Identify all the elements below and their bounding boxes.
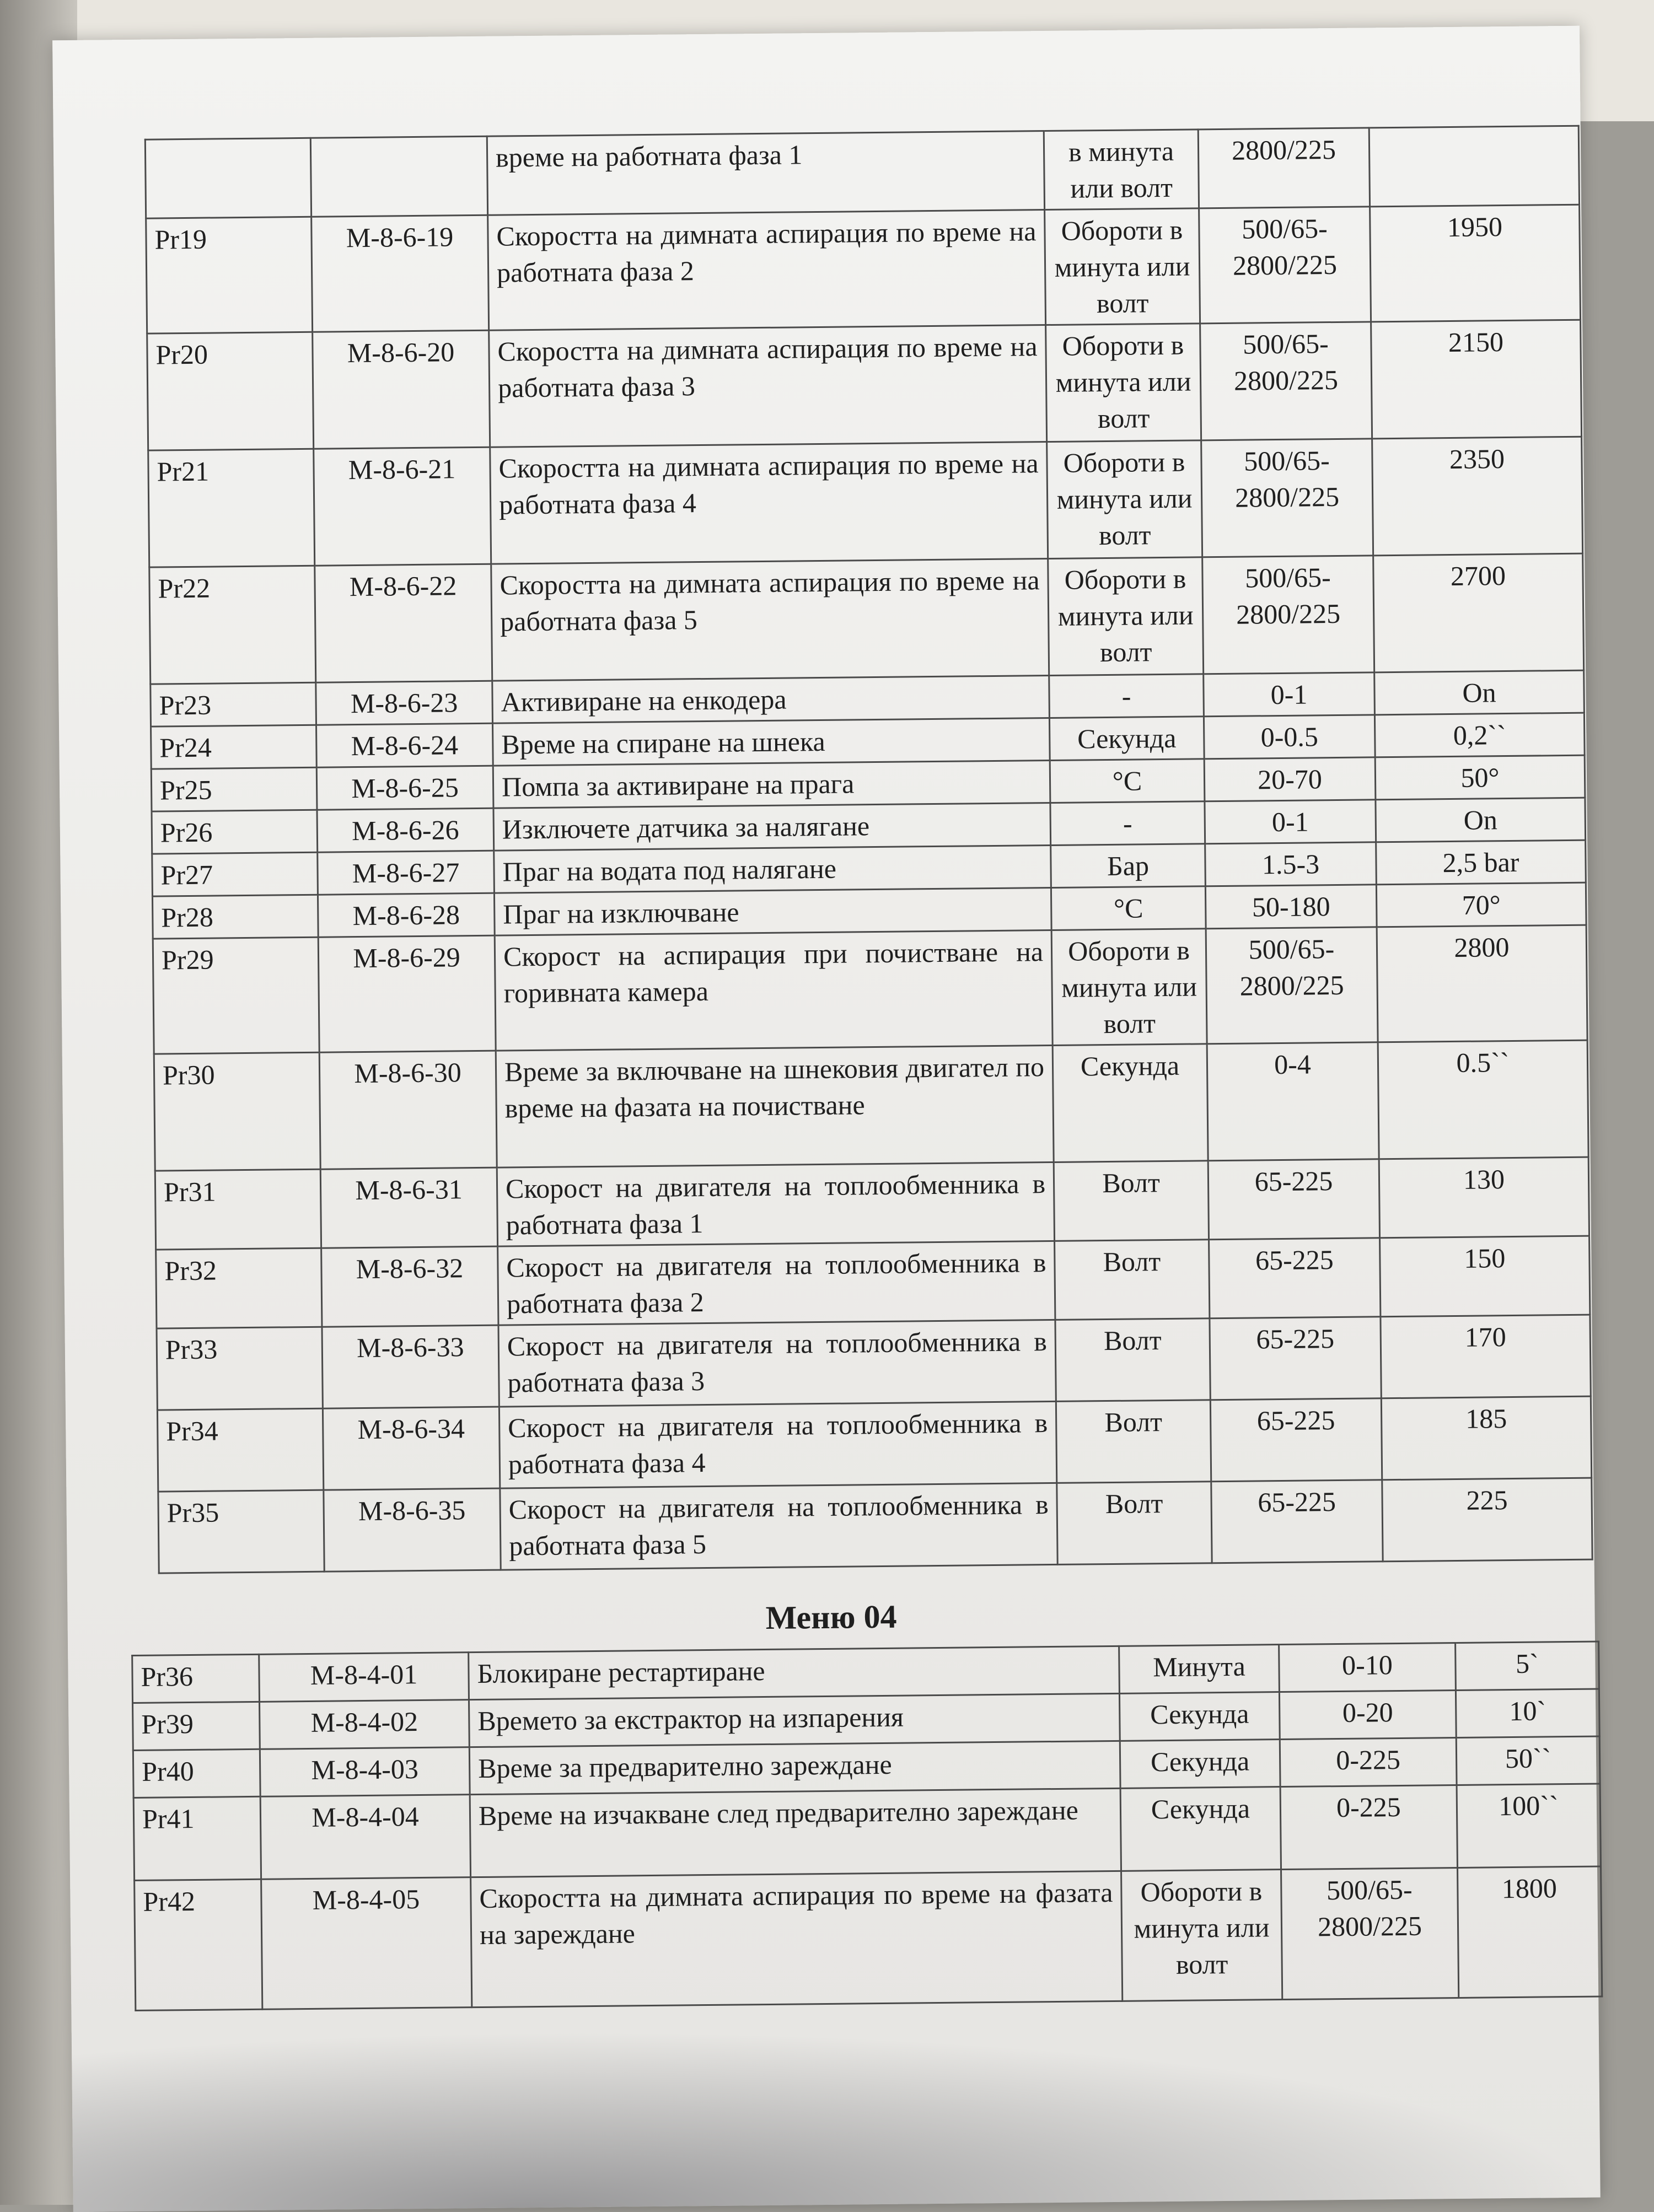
value-range: 500/65-2800/225: [1199, 207, 1371, 324]
parameter-description: Скоростта на димната аспирация по време на работната фаза 3: [489, 325, 1047, 448]
value-range: 20-70: [1204, 757, 1376, 801]
parameter-code: Pr23: [151, 682, 316, 726]
default-value: 2700: [1373, 553, 1584, 672]
menu-id: M-8-6-23: [316, 681, 493, 725]
unit: Волт: [1054, 1161, 1209, 1241]
default-value: 225: [1382, 1478, 1592, 1562]
menu-id: M-8-4-02: [260, 1700, 470, 1750]
table-row: [145, 126, 1579, 218]
menu-id: M-8-6-21: [314, 447, 491, 566]
unit: Обороти в минута или волт: [1048, 557, 1204, 676]
section-title: Меню 04: [765, 1598, 897, 1637]
unit: -: [1050, 801, 1205, 846]
default-value: 1950: [1370, 204, 1581, 322]
menu04-table-body: [132, 1641, 1602, 2011]
parameter-code: Pr21: [148, 449, 315, 567]
unit: Обороти в минута или волт: [1121, 1870, 1282, 2001]
default-value: [1369, 126, 1579, 207]
default-value: 2350: [1372, 437, 1583, 556]
parameter-description: време на работната фаза 1: [487, 131, 1044, 216]
parameter-code: Pr31: [155, 1169, 321, 1250]
value-range: 500/65-2800/225: [1201, 439, 1373, 557]
menu-id: M-8-6-28: [318, 893, 495, 937]
parameter-code: Pr33: [157, 1327, 323, 1410]
unit: Обороти в минута или волт: [1045, 208, 1200, 325]
unit: Секунда: [1119, 1692, 1280, 1741]
parameter-code: Pr27: [152, 852, 318, 896]
value-range: 2800/225: [1198, 128, 1370, 208]
default-value: 2800: [1377, 925, 1587, 1042]
value-range: 0-225: [1280, 1737, 1457, 1786]
table-row: [155, 1157, 1589, 1250]
parameter-code: Pr40: [133, 1749, 260, 1797]
parameter-code: Pr41: [133, 1796, 261, 1880]
table-row: [135, 1866, 1602, 2011]
menu-id: M-8-6-32: [321, 1246, 498, 1327]
value-range: 50-180: [1205, 885, 1377, 929]
default-value: 0,2``: [1374, 713, 1585, 757]
unit: Секунда: [1049, 717, 1204, 761]
parameter-description: Скоростта на димната аспирация по време на работната фаза 4: [490, 442, 1048, 564]
menu-id: M-8-6-29: [318, 935, 496, 1052]
parameter-code: Pr26: [152, 810, 318, 854]
default-value: 185: [1381, 1396, 1591, 1480]
default-value: On: [1376, 798, 1586, 842]
parameter-description: Скорост на двигателя на топлообменника в работната фаза 2: [498, 1241, 1055, 1325]
menu-id: M-8-6-34: [323, 1407, 500, 1490]
parameter-code: Pr29: [153, 937, 319, 1054]
parameter-table-menu-04: [131, 1640, 1603, 2011]
menu-id: M-8-6-27: [318, 851, 495, 895]
parameter-description: Скоростта на димната аспирация по време на работната фаза 5: [491, 559, 1049, 681]
unit: Минута: [1119, 1645, 1280, 1694]
unit: Секунда: [1120, 1740, 1280, 1789]
hand-shadow: [72, 2021, 1601, 2212]
parameter-code: Pr35: [158, 1490, 324, 1573]
parameter-code: Pr25: [151, 767, 317, 811]
default-value: 50°: [1375, 755, 1585, 800]
value-range: 0-4: [1207, 1042, 1379, 1161]
table-row: [133, 1784, 1601, 1881]
default-value: On: [1374, 670, 1585, 715]
default-value: 70°: [1376, 882, 1586, 927]
parameter-description: Помпа за активиране на прага: [493, 760, 1050, 808]
parameter-description: Скоростта на димната аспирация по време на работната фаза 2: [488, 210, 1046, 331]
parameter-code: Pr39: [133, 1702, 260, 1750]
value-range: 65-225: [1211, 1480, 1383, 1563]
menu-id: M-8-6-25: [316, 766, 493, 810]
default-value: 50``: [1456, 1736, 1600, 1785]
default-value: 100``: [1457, 1784, 1601, 1867]
parameter-code: Pr19: [146, 217, 313, 333]
parameter-description: Скорост на двигателя на топлообменника в работната фаза 3: [498, 1320, 1056, 1407]
unit: Бар: [1051, 844, 1206, 888]
parameter-description: Скорост на аспирация при почистване на горивната камера: [495, 930, 1052, 1051]
value-range: 500/65-2800/225: [1202, 556, 1374, 674]
value-range: 0-0.5: [1204, 715, 1375, 759]
table-row: [146, 204, 1581, 333]
menu-id: M-8-4-04: [260, 1795, 470, 1880]
parameter-description: Праг на водата под налягане: [494, 845, 1051, 893]
parameter-description: Скорост на двигателя на топлообменника в работната фаза 1: [497, 1162, 1054, 1246]
menu-id: M-8-6-22: [315, 564, 492, 682]
document-page: [52, 26, 1601, 2212]
menu-id: M-8-4-01: [259, 1653, 469, 1702]
parameter-description: Времето за екстрактор на изпарения: [469, 1693, 1120, 1747]
parameter-code: Pr42: [135, 1879, 262, 2010]
table-row: [148, 437, 1583, 567]
value-range: 65-225: [1210, 1317, 1381, 1400]
unit: Волт: [1056, 1400, 1211, 1483]
unit: Волт: [1055, 1240, 1210, 1320]
table-row: [156, 1236, 1590, 1328]
parameter-description: Време на изчакване след предварително зареждане: [470, 1788, 1121, 1877]
menu-id: M-8-6-19: [312, 215, 489, 332]
unit: Обороти в минута или волт: [1051, 929, 1207, 1046]
value-range: 1.5-3: [1205, 842, 1377, 886]
parameter-description: Време за включване на шнековия двигател по време на фазата на почистване: [496, 1045, 1054, 1167]
menu-id: M-8-6-33: [322, 1325, 499, 1408]
table-row: [154, 1040, 1588, 1171]
parameter-code: [145, 138, 311, 218]
parameter-description: Време на спиране на шнека: [492, 718, 1050, 766]
value-range: 500/65-2800/225: [1281, 1867, 1459, 1999]
unit: Секунда: [1052, 1044, 1208, 1162]
unit: °C: [1050, 759, 1205, 803]
unit: в минута или волт: [1044, 130, 1199, 210]
unit: Обороти в минута или волт: [1047, 440, 1202, 559]
value-range: 0-10: [1279, 1643, 1456, 1692]
value-range: 500/65-2800/225: [1200, 322, 1372, 440]
unit: -: [1049, 674, 1204, 718]
menu-id: M-8-6-20: [313, 330, 490, 449]
menu-id: M-8-6-30: [319, 1051, 497, 1169]
menu-id: M-8-4-05: [261, 1877, 472, 2010]
default-value: 170: [1381, 1315, 1591, 1398]
unit: Секунда: [1120, 1787, 1281, 1871]
menu-id: [310, 136, 487, 217]
parameter-code: Pr28: [152, 895, 318, 939]
table-row: [157, 1315, 1591, 1410]
table-row: [158, 1478, 1592, 1573]
unit: Обороти в минута или волт: [1046, 324, 1201, 442]
parameter-code: Pr22: [149, 566, 316, 684]
default-value: 5`: [1456, 1641, 1599, 1690]
menu-id: M-8-4-03: [260, 1747, 470, 1797]
default-value: 130: [1379, 1157, 1589, 1238]
parameter-code: Pr20: [147, 332, 314, 450]
table-row: [157, 1396, 1591, 1492]
default-value: 2150: [1371, 320, 1582, 439]
value-range: 500/65-2800/225: [1206, 927, 1378, 1044]
menu-id: M-8-6-24: [316, 723, 493, 767]
table-row: [149, 553, 1584, 684]
parameter-table-menu-06: [144, 125, 1593, 1574]
unit: Волт: [1055, 1318, 1210, 1402]
parameter-code: Pr34: [157, 1408, 323, 1492]
parameter-code: Pr30: [154, 1052, 320, 1171]
parameter-table-body: [145, 126, 1592, 1573]
default-value: 2,5 bar: [1376, 840, 1586, 885]
parameter-description: Време за предварително зареждане: [469, 1741, 1120, 1794]
parameter-description: Блокиране рестартиране: [469, 1646, 1120, 1699]
value-range: 0-20: [1279, 1690, 1456, 1739]
parameter-description: Скоростта на димната аспирация по време на фазата на зареждане: [471, 1871, 1123, 2007]
parameter-code: Pr36: [132, 1654, 260, 1703]
default-value: 10`: [1456, 1689, 1599, 1737]
parameter-description: Активиране на енкодера: [492, 675, 1050, 723]
value-range: 65-225: [1208, 1159, 1379, 1240]
value-range: 0-225: [1280, 1785, 1457, 1869]
table-row: [153, 925, 1587, 1054]
menu-id: M-8-6-31: [320, 1167, 497, 1248]
unit: Волт: [1057, 1482, 1212, 1565]
default-value: 1800: [1458, 1866, 1602, 1998]
parameter-code: Pr32: [156, 1248, 322, 1328]
value-range: 65-225: [1210, 1398, 1382, 1482]
default-value: 0.5``: [1378, 1040, 1588, 1159]
parameter-description: Изключете датчика за налягане: [493, 803, 1051, 851]
value-range: 0-1: [1204, 672, 1375, 717]
value-range: 0-1: [1205, 800, 1376, 844]
default-value: 150: [1380, 1236, 1590, 1317]
parameter-code: Pr24: [151, 725, 317, 769]
parameter-description: Праг на изключване: [494, 887, 1051, 935]
menu-id: M-8-6-26: [317, 808, 494, 852]
parameter-description: Скорост на двигателя на топлообменника в работната фаза 4: [499, 1401, 1056, 1488]
value-range: 65-225: [1209, 1238, 1381, 1318]
unit: °C: [1051, 886, 1206, 930]
parameter-description: Скорост на двигателя на топлообменника в работната фаза 5: [500, 1483, 1057, 1570]
menu-id: M-8-6-35: [324, 1488, 501, 1571]
table-row: [147, 320, 1582, 450]
